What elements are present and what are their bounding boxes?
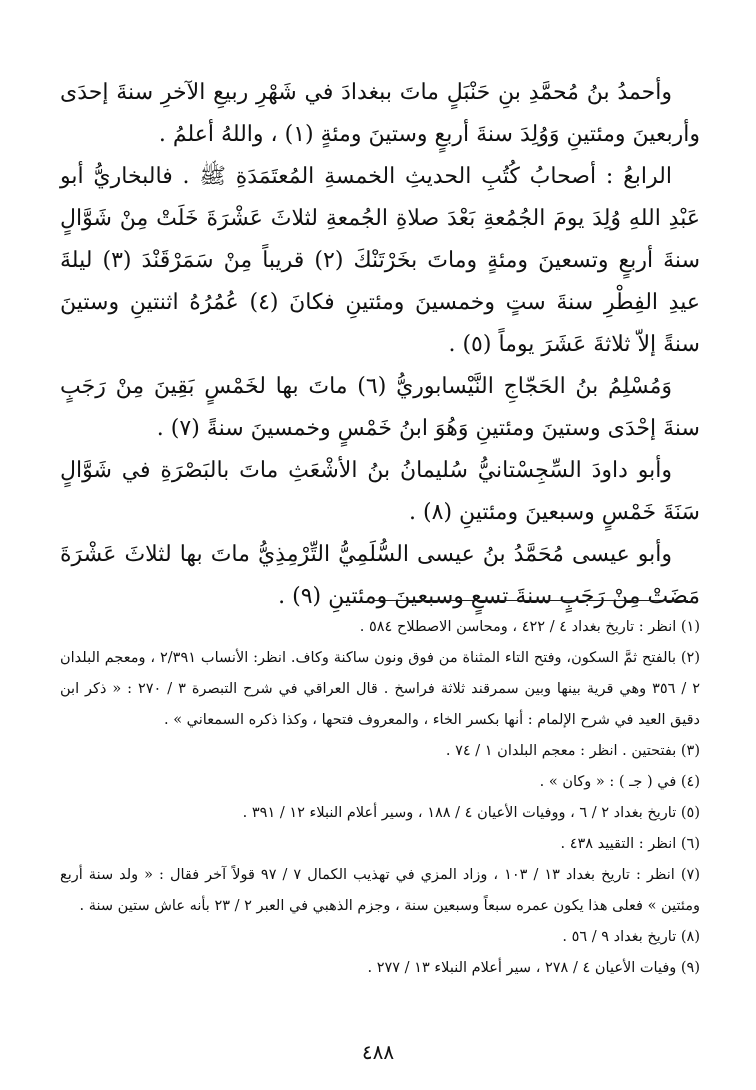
footnote-9: (٩) وفيات الأعيان ٤ / ٢٧٨ ، سير أعلام النبلاء ١٣ / ٢٧٧ . [367, 960, 700, 976]
page-number: ٤٨٨ [361, 1040, 395, 1064]
main-text [60, 72, 700, 618]
footnote-divider [373, 600, 688, 601]
footnote-7: (٧) انظر : تاريخ بغداد ١٣ / ١٠٣ ، وزاد المزي في تهذيب الكمال ٧ / ٩٧ قولاً آخر فقال : « ولد سنة أربع ومئتين » فعلى هذا يكون عمره سبعاً وسبعين سنة ، وجزم الذهبي في العبر ٢ / ٢٣ بأنه عاش ستين سنة . [60, 867, 700, 914]
paragraph-muslim: وَمُسْلِمُ بنُ الحَجّاجِ النَّيْسابوريُّ (٦) ماتَ بها لخَمْسٍ بَقِينَ مِنْ رَجَبٍ سنةَ إحْدَى وستينَ ومئتينِ وَهُوَ ابنُ خَمْسٍ وخمسينَ سنةً (٧) . [60, 374, 700, 441]
footnote-6: (٦) انظر : التقييد ٤٣٨ . [560, 836, 700, 852]
paragraph-ahmad: وأحمدُ بنُ مُحمَّدِ بنِ حَنْبَلٍ ماتَ ببغدادَ في شَهْرِ ربيعِ الآخرِ سنةَ إحدَى وأربعينَ ومئتينِ وَوُلِدَ سنةَ أربعٍ وستينَ ومئةٍ (١) ، واللهُ أعلمُ . [60, 80, 700, 147]
footnote-4: (٤) في ( جـ ) : « وكان » . [539, 774, 700, 790]
footnote-5: (٥) تاريخ بغداد ٢ / ٦ ، ووفيات الأعيان ٤ / ١٨٨ ، وسير أعلام النبلاء ١٢ / ٣٩١ . [242, 805, 700, 821]
paragraph-abu-dawud: وأبو داودَ السِّجِسْتانيُّ سُليمانُ بنُ الأشْعَثِ ماتَ بالبَصْرَةِ في شَوَّالٍ سَنَةَ خَمْسٍ وسبعينَ ومئتينِ (٨) . [60, 458, 700, 525]
footnote-8: (٨) تاريخ بغداد ٩ / ٥٦ . [562, 929, 700, 945]
footnote-3: (٣) بفتحتين . انظر : معجم البلدان ١ / ٧٤ . [445, 743, 700, 759]
footnote-1: (١) انظر : تاريخ بغداد ٤ / ٤٢٢ ، ومحاسن الاصطلاح ٥٨٤ . [359, 619, 700, 635]
paragraph-bukhari: الرابعُ : أصحابُ كُتُبِ الحديثِ الخمسةِ المُعتَمَدَةِ ﷺ . فالبخاريُّ أبو عَبْدِ اللهِ وُلِدَ يومَ الجُمُعةِ بَعْدَ صلاةِ الجُمعةِ لثلاثَ عَشْرَةَ خَلَتْ مِنْ شَوَّالٍ سنةَ أربعٍ وتسعينَ ومئةٍ وماتَ بخَرْتَنْكَ (٢) قريباً مِنْ سَمَرْقَنْدَ (٣) ليلةَ عيدِ الفِطْرِ سنةَ ستٍ وخمسينَ ومئتينِ فكانَ (٤) عُمُرُهُ اثنتينِ وستينَ سنةً إلاّ ثلاثةَ عَشَرَ يوماً (٥) . [60, 164, 701, 357]
footnotes [60, 612, 700, 984]
footnote-2: (٢) بالفتح ثمَّ السكون، وفتح التاء المثناة من فوق ونون ساكنة وكاف. انظر: الأنساب ٢/٣٩١ ، ومعجم البلدان ٢ / ٣٥٦ وهي قرية بينها وبين سمرقند ثلاثة فراسخ . قال العراقي في شرح التبصرة ٣ / ٢٧٠ : « ذكر ابن دقيق العيد في شرح الإلمام : أنها بكسر الخاء ، والمعروف فتحها ، وكذا ذكره السمعاني » . [60, 650, 701, 728]
paragraph-tirmidhi: وأبو عيسى مُحَمَّدُ بنُ عيسى السُّلَمِيُّ التِّرْمِذِيُّ ماتَ بها لثلاثَ عَشْرَةَ مَضَتْ مِنْ رَجَبٍ سنةَ تسعٍ وسبعينَ ومئتينِ (٩) . [60, 542, 700, 609]
